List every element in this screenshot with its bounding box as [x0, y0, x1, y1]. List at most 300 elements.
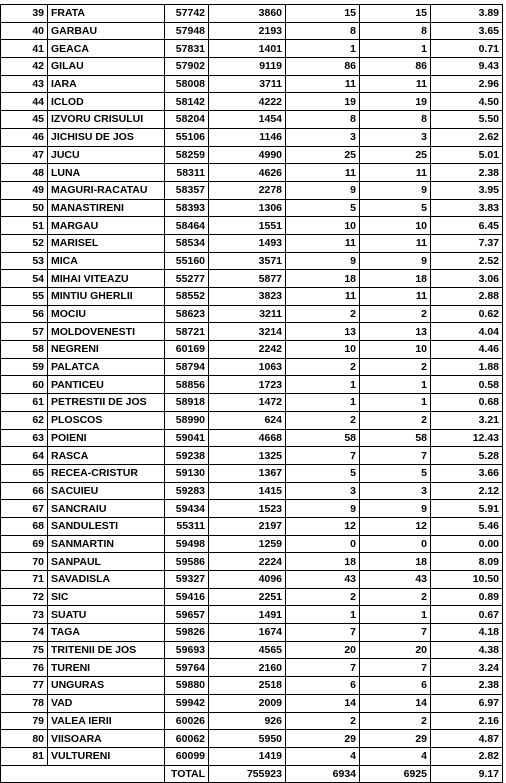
ratio-cell: 8.09 [431, 553, 503, 571]
value-1-cell: 1325 [209, 447, 286, 465]
ratio-cell: 2.16 [431, 712, 503, 730]
table-row [1, 447, 503, 465]
row-number-cell: 78 [1, 694, 48, 712]
value-2-cell: 15 [286, 5, 360, 23]
row-number-cell: 68 [1, 517, 48, 535]
locality-name-cell: MARGAU [48, 217, 165, 235]
row-number-cell: 43 [1, 75, 48, 93]
value-3-cell: 15 [360, 5, 431, 23]
locality-code-cell: 58856 [165, 376, 209, 394]
value-2-cell: 2 [286, 588, 360, 606]
ratio-cell: 3.89 [431, 5, 503, 23]
locality-name-cell: TRITENII DE JOS [48, 641, 165, 659]
ratio-cell: 5.01 [431, 146, 503, 164]
row-number-cell: 72 [1, 588, 48, 606]
value-1-cell: 2160 [209, 659, 286, 677]
value-3-cell: 2 [360, 305, 431, 323]
value-3-cell: 2 [360, 712, 431, 730]
value-2-cell: 11 [286, 234, 360, 252]
value-1-cell: 3211 [209, 305, 286, 323]
value-1-cell: 5877 [209, 270, 286, 288]
value-3-cell: 0 [360, 535, 431, 553]
table-row [1, 712, 503, 730]
value-3-cell: 9 [360, 252, 431, 270]
locality-code-cell: 59283 [165, 482, 209, 500]
ratio-cell: 4.18 [431, 624, 503, 642]
locality-code-cell: 59693 [165, 641, 209, 659]
row-number-cell: 54 [1, 270, 48, 288]
locality-code-cell: 58623 [165, 305, 209, 323]
locality-code-cell: 59586 [165, 553, 209, 571]
value-2-cell: 10 [286, 217, 360, 235]
ratio-cell: 12.43 [431, 429, 503, 447]
value-2-cell: 7 [286, 624, 360, 642]
table-row [1, 730, 503, 748]
row-number-cell: 75 [1, 641, 48, 659]
locality-name-cell: TAGA [48, 624, 165, 642]
row-number-cell: 45 [1, 111, 48, 129]
ratio-cell: 9.43 [431, 58, 503, 76]
row-number-cell: 60 [1, 376, 48, 394]
value-2-cell: 8 [286, 22, 360, 40]
locality-name-cell: PANTICEU [48, 376, 165, 394]
row-number-cell: 76 [1, 659, 48, 677]
value-2-cell: 12 [286, 517, 360, 535]
locality-code-cell: 60062 [165, 730, 209, 748]
value-1-cell: 1493 [209, 234, 286, 252]
ratio-cell: 0.68 [431, 394, 503, 412]
table-row [1, 535, 503, 553]
ratio-cell: 3.21 [431, 411, 503, 429]
value-3-cell: 1 [360, 40, 431, 58]
value-3-cell: 18 [360, 553, 431, 571]
value-2-cell: 11 [286, 75, 360, 93]
table-row [1, 305, 503, 323]
value-3-cell: 25 [360, 146, 431, 164]
total-empty-cell [1, 765, 48, 783]
value-3-cell: 12 [360, 517, 431, 535]
value-1-cell: 2193 [209, 22, 286, 40]
row-number-cell: 66 [1, 482, 48, 500]
row-number-cell: 69 [1, 535, 48, 553]
value-3-cell: 29 [360, 730, 431, 748]
table-row [1, 624, 503, 642]
locality-code-cell: 57831 [165, 40, 209, 58]
value-1-cell: 5950 [209, 730, 286, 748]
table-row [1, 659, 503, 677]
value-3-cell: 3 [360, 482, 431, 500]
value-2-cell: 2 [286, 712, 360, 730]
ratio-cell: 0.00 [431, 535, 503, 553]
locality-code-cell: 58721 [165, 323, 209, 341]
locality-name-cell: ICLOD [48, 93, 165, 111]
value-1-cell: 2242 [209, 341, 286, 359]
table-row [1, 40, 503, 58]
value-2-cell: 7 [286, 447, 360, 465]
locality-name-cell: MINTIU GHERLII [48, 288, 165, 306]
locality-name-cell: GEACA [48, 40, 165, 58]
locality-name-cell: MOCIU [48, 305, 165, 323]
ratio-cell: 4.46 [431, 341, 503, 359]
row-number-cell: 40 [1, 22, 48, 40]
value-1-cell: 1472 [209, 394, 286, 412]
locality-code-cell: 57948 [165, 22, 209, 40]
row-number-cell: 58 [1, 341, 48, 359]
locality-code-cell: 58393 [165, 199, 209, 217]
table-row [1, 323, 503, 341]
value-2-cell: 3 [286, 482, 360, 500]
total-row [1, 765, 503, 783]
ratio-cell: 3.65 [431, 22, 503, 40]
locality-name-cell: SACUIEU [48, 482, 165, 500]
table-row [1, 93, 503, 111]
ratio-cell: 2.96 [431, 75, 503, 93]
table-row [1, 111, 503, 129]
locality-name-cell: SANDULESTI [48, 517, 165, 535]
row-number-cell: 70 [1, 553, 48, 571]
row-number-cell: 46 [1, 128, 48, 146]
locality-code-cell: 58311 [165, 164, 209, 182]
row-number-cell: 41 [1, 40, 48, 58]
value-1-cell: 1419 [209, 747, 286, 765]
table-row [1, 553, 503, 571]
ratio-cell: 3.66 [431, 464, 503, 482]
locality-name-cell: VIISOARA [48, 730, 165, 748]
ratio-cell: 2.62 [431, 128, 503, 146]
value-2-cell: 9 [286, 500, 360, 518]
table-row [1, 517, 503, 535]
value-3-cell: 9 [360, 500, 431, 518]
value-3-cell: 18 [360, 270, 431, 288]
value-3-cell: 8 [360, 22, 431, 40]
value-1-cell: 1306 [209, 199, 286, 217]
locality-code-cell: 57742 [165, 5, 209, 23]
table-row [1, 199, 503, 217]
value-1-cell: 1723 [209, 376, 286, 394]
locality-code-cell: 55106 [165, 128, 209, 146]
table-row [1, 5, 503, 23]
value-2-cell: 13 [286, 323, 360, 341]
locality-name-cell: SANPAUL [48, 553, 165, 571]
locality-code-cell: 58142 [165, 93, 209, 111]
value-3-cell: 86 [360, 58, 431, 76]
locality-code-cell: 58008 [165, 75, 209, 93]
value-2-cell: 3 [286, 128, 360, 146]
value-1-cell: 3823 [209, 288, 286, 306]
value-1-cell: 1674 [209, 624, 286, 642]
value-3-cell: 43 [360, 571, 431, 589]
value-3-cell: 7 [360, 624, 431, 642]
table-row [1, 234, 503, 252]
row-number-cell: 49 [1, 181, 48, 199]
ratio-cell: 6.97 [431, 694, 503, 712]
value-2-cell: 18 [286, 270, 360, 288]
locality-name-cell: VALEA IERII [48, 712, 165, 730]
value-3-cell: 9 [360, 181, 431, 199]
ratio-cell: 4.50 [431, 93, 503, 111]
locality-name-cell: FRATA [48, 5, 165, 23]
row-number-cell: 50 [1, 199, 48, 217]
table-row [1, 181, 503, 199]
row-number-cell: 61 [1, 394, 48, 412]
value-2-cell: 19 [286, 93, 360, 111]
locality-name-cell: MOLDOVENESTI [48, 323, 165, 341]
total-c6: 6925 [360, 765, 431, 783]
locality-name-cell: SAVADISLA [48, 571, 165, 589]
value-2-cell: 18 [286, 553, 360, 571]
value-3-cell: 11 [360, 75, 431, 93]
locality-code-cell: 59764 [165, 659, 209, 677]
value-1-cell: 3860 [209, 5, 286, 23]
value-3-cell: 19 [360, 93, 431, 111]
locality-code-cell: 58357 [165, 181, 209, 199]
value-1-cell: 2224 [209, 553, 286, 571]
locality-code-cell: 55277 [165, 270, 209, 288]
ratio-cell: 2.88 [431, 288, 503, 306]
table-row [1, 146, 503, 164]
value-1-cell: 3711 [209, 75, 286, 93]
locality-code-cell: 60099 [165, 747, 209, 765]
locality-name-cell: JUCU [48, 146, 165, 164]
locality-name-cell: GARBAU [48, 22, 165, 40]
total-c7: 9.17 [431, 765, 503, 783]
table-row [1, 22, 503, 40]
locality-code-cell: 59498 [165, 535, 209, 553]
value-3-cell: 10 [360, 341, 431, 359]
locality-name-cell: SANCRAIU [48, 500, 165, 518]
value-2-cell: 11 [286, 288, 360, 306]
table-row [1, 288, 503, 306]
row-number-cell: 64 [1, 447, 48, 465]
table-row [1, 217, 503, 235]
locality-name-cell: SIC [48, 588, 165, 606]
value-2-cell: 25 [286, 146, 360, 164]
locality-name-cell: GILAU [48, 58, 165, 76]
row-number-cell: 42 [1, 58, 48, 76]
value-3-cell: 1 [360, 394, 431, 412]
locality-name-cell: TURENI [48, 659, 165, 677]
value-1-cell: 2197 [209, 517, 286, 535]
value-1-cell: 9119 [209, 58, 286, 76]
locality-code-cell: 59434 [165, 500, 209, 518]
row-number-cell: 59 [1, 358, 48, 376]
row-number-cell: 44 [1, 93, 48, 111]
locality-code-cell: 55160 [165, 252, 209, 270]
ratio-cell: 3.24 [431, 659, 503, 677]
value-3-cell: 5 [360, 464, 431, 482]
ratio-cell: 2.38 [431, 164, 503, 182]
ratio-cell: 2.52 [431, 252, 503, 270]
locality-code-cell: 58464 [165, 217, 209, 235]
locality-name-cell: RECEA-CRISTUR [48, 464, 165, 482]
value-3-cell: 7 [360, 447, 431, 465]
value-1-cell: 926 [209, 712, 286, 730]
ratio-cell: 2.82 [431, 747, 503, 765]
value-3-cell: 5 [360, 199, 431, 217]
value-2-cell: 14 [286, 694, 360, 712]
ratio-cell: 3.83 [431, 199, 503, 217]
value-1-cell: 1454 [209, 111, 286, 129]
row-number-cell: 56 [1, 305, 48, 323]
value-2-cell: 8 [286, 111, 360, 129]
value-3-cell: 3 [360, 128, 431, 146]
row-number-cell: 47 [1, 146, 48, 164]
value-1-cell: 1551 [209, 217, 286, 235]
locality-code-cell: 58794 [165, 358, 209, 376]
ratio-cell: 4.04 [431, 323, 503, 341]
ratio-cell: 5.28 [431, 447, 503, 465]
locality-name-cell: MICA [48, 252, 165, 270]
locality-name-cell: RASCA [48, 447, 165, 465]
locality-name-cell: MAGURI-RACATAU [48, 181, 165, 199]
value-1-cell: 1401 [209, 40, 286, 58]
locality-code-cell: 59416 [165, 588, 209, 606]
locality-name-cell: MARISEL [48, 234, 165, 252]
row-number-cell: 80 [1, 730, 48, 748]
value-1-cell: 4990 [209, 146, 286, 164]
value-1-cell: 1259 [209, 535, 286, 553]
row-number-cell: 81 [1, 747, 48, 765]
table-row [1, 252, 503, 270]
table-row [1, 747, 503, 765]
value-2-cell: 4 [286, 747, 360, 765]
ratio-cell: 3.06 [431, 270, 503, 288]
locality-code-cell: 59657 [165, 606, 209, 624]
value-3-cell: 11 [360, 234, 431, 252]
row-number-cell: 77 [1, 677, 48, 695]
table-row [1, 411, 503, 429]
value-1-cell: 2518 [209, 677, 286, 695]
value-1-cell: 4222 [209, 93, 286, 111]
row-number-cell: 79 [1, 712, 48, 730]
value-3-cell: 20 [360, 641, 431, 659]
ratio-cell: 6.45 [431, 217, 503, 235]
row-number-cell: 39 [1, 5, 48, 23]
locality-code-cell: 60169 [165, 341, 209, 359]
row-number-cell: 57 [1, 323, 48, 341]
value-1-cell: 1063 [209, 358, 286, 376]
value-2-cell: 2 [286, 358, 360, 376]
row-number-cell: 55 [1, 288, 48, 306]
ratio-cell: 7.37 [431, 234, 503, 252]
locality-code-cell: 60026 [165, 712, 209, 730]
locality-code-cell: 58259 [165, 146, 209, 164]
value-3-cell: 2 [360, 358, 431, 376]
locality-name-cell: SUATU [48, 606, 165, 624]
value-3-cell: 7 [360, 659, 431, 677]
table-row [1, 694, 503, 712]
value-1-cell: 3214 [209, 323, 286, 341]
ratio-cell: 0.67 [431, 606, 503, 624]
ratio-cell: 0.62 [431, 305, 503, 323]
value-3-cell: 11 [360, 164, 431, 182]
ratio-cell: 5.50 [431, 111, 503, 129]
ratio-cell: 3.95 [431, 181, 503, 199]
locality-name-cell: PALATCA [48, 358, 165, 376]
value-1-cell: 2009 [209, 694, 286, 712]
locality-name-cell: UNGURAS [48, 677, 165, 695]
locality-name-cell: PETRESTII DE JOS [48, 394, 165, 412]
data-table [0, 4, 503, 783]
table-row [1, 641, 503, 659]
table-row [1, 588, 503, 606]
value-3-cell: 14 [360, 694, 431, 712]
locality-code-cell: 58204 [165, 111, 209, 129]
locality-code-cell: 59130 [165, 464, 209, 482]
locality-code-cell: 59041 [165, 429, 209, 447]
value-2-cell: 58 [286, 429, 360, 447]
value-1-cell: 1415 [209, 482, 286, 500]
ratio-cell: 0.71 [431, 40, 503, 58]
locality-name-cell: PLOSCOS [48, 411, 165, 429]
value-2-cell: 9 [286, 252, 360, 270]
locality-name-cell: VAD [48, 694, 165, 712]
locality-name-cell: SANMARTIN [48, 535, 165, 553]
value-2-cell: 9 [286, 181, 360, 199]
value-3-cell: 58 [360, 429, 431, 447]
ratio-cell: 2.12 [431, 482, 503, 500]
value-2-cell: 10 [286, 341, 360, 359]
value-2-cell: 29 [286, 730, 360, 748]
row-number-cell: 65 [1, 464, 48, 482]
locality-code-cell: 58552 [165, 288, 209, 306]
value-3-cell: 1 [360, 376, 431, 394]
value-2-cell: 20 [286, 641, 360, 659]
value-1-cell: 1491 [209, 606, 286, 624]
value-3-cell: 2 [360, 588, 431, 606]
locality-name-cell: LUNA [48, 164, 165, 182]
value-3-cell: 1 [360, 606, 431, 624]
value-2-cell: 1 [286, 394, 360, 412]
table-row [1, 341, 503, 359]
locality-code-cell: 55311 [165, 517, 209, 535]
locality-code-cell: 59238 [165, 447, 209, 465]
row-number-cell: 51 [1, 217, 48, 235]
value-2-cell: 7 [286, 659, 360, 677]
locality-code-cell: 59826 [165, 624, 209, 642]
row-number-cell: 63 [1, 429, 48, 447]
row-number-cell: 73 [1, 606, 48, 624]
row-number-cell: 52 [1, 234, 48, 252]
value-2-cell: 2 [286, 305, 360, 323]
value-1-cell: 4626 [209, 164, 286, 182]
value-2-cell: 5 [286, 199, 360, 217]
table-row [1, 58, 503, 76]
ratio-cell: 2.38 [431, 677, 503, 695]
table-row [1, 677, 503, 695]
value-3-cell: 2 [360, 411, 431, 429]
ratio-cell: 5.91 [431, 500, 503, 518]
table-row [1, 75, 503, 93]
total-c5: 6934 [286, 765, 360, 783]
ratio-cell: 1.88 [431, 358, 503, 376]
total-label: TOTAL [165, 765, 209, 783]
value-1-cell: 1146 [209, 128, 286, 146]
ratio-cell: 5.46 [431, 517, 503, 535]
value-3-cell: 10 [360, 217, 431, 235]
value-1-cell: 624 [209, 411, 286, 429]
value-2-cell: 86 [286, 58, 360, 76]
value-3-cell: 13 [360, 323, 431, 341]
locality-code-cell: 58990 [165, 411, 209, 429]
value-2-cell: 1 [286, 40, 360, 58]
table-row [1, 571, 503, 589]
value-2-cell: 2 [286, 411, 360, 429]
value-2-cell: 1 [286, 376, 360, 394]
table-row [1, 376, 503, 394]
locality-code-cell: 58918 [165, 394, 209, 412]
table-row [1, 606, 503, 624]
